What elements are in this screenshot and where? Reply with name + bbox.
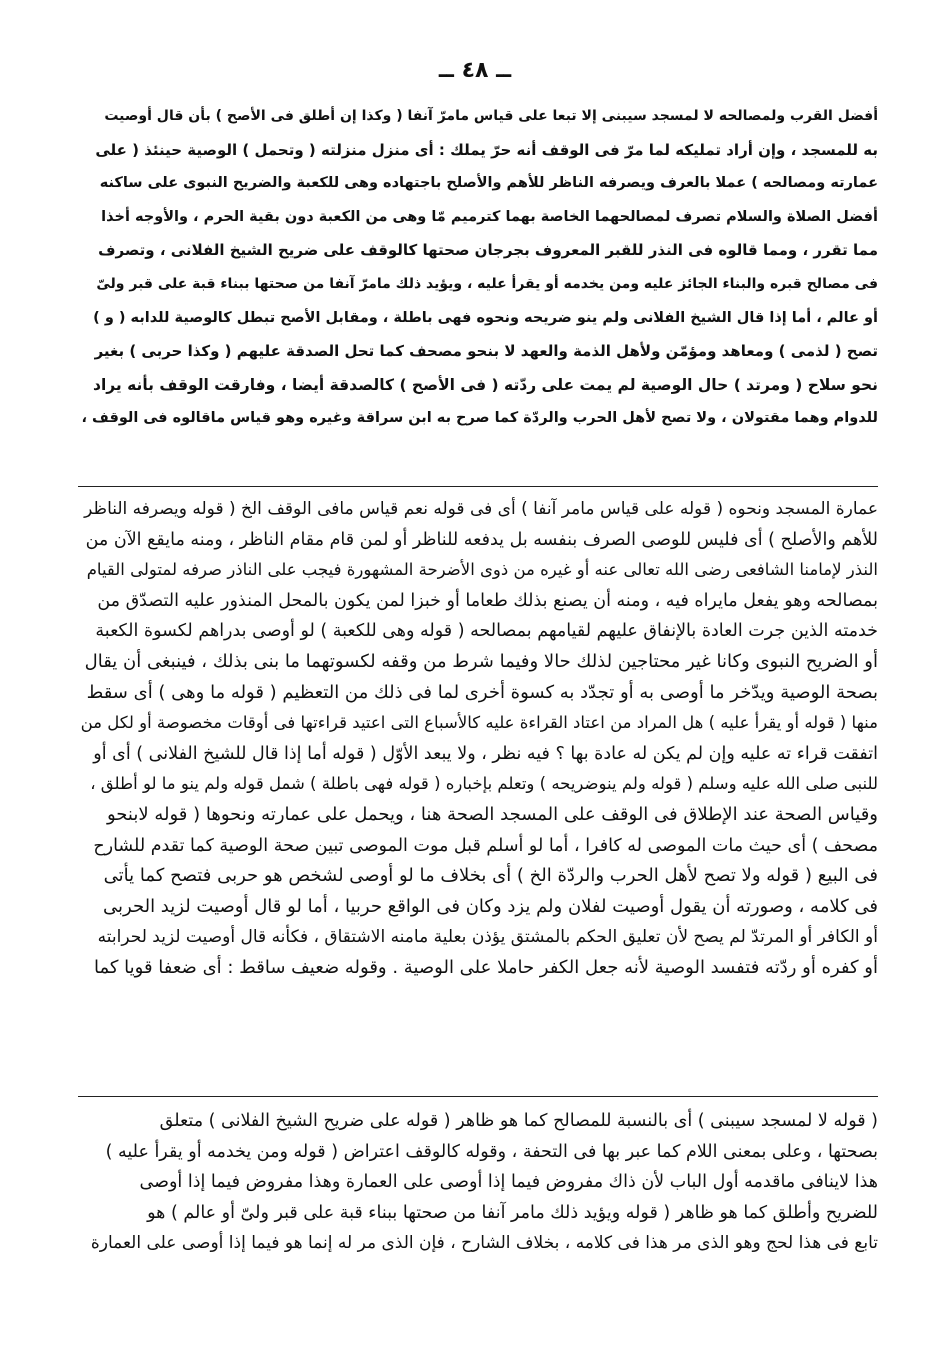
commentary-line: وقياس الصحة عند الإطلاق فى الوقف على المسجد الصحة هنا ، ويحمل على عمارته ونحوها ( قوله لابنحو	[107, 803, 878, 825]
gloss-line: بصحتها ، وعلى بمعنى اللام كما عبر بها فى التحفة ، وقوله كالوقف اعتراض ( قوله ومن يخدمه أو يقرأ عليه )	[105, 1141, 878, 1162]
gloss-line: هذا لاينافى ماقدمه أول الباب لأن ذاك مفروض فيما إذا أوصى على العمارة وهذا مفروض فيما إذا أوصى	[139, 1172, 878, 1192]
main-text-line: عمارته ومصالحه ) عملا بالعرف ويصرفه الناظر للأهم والأصلح باجتهاده وهى للكعبة والضريح النبوى على ساكنه	[99, 175, 878, 192]
page-number: ــ ٤٨ ــ	[438, 58, 512, 83]
main-text-line: أفضل الصلاة والسلام تصرف لمصالحهما الخاصة بهما كترميم مّا وهى من الكعبة دون بقية الحرم ، والأوجه أخذا	[101, 208, 878, 225]
commentary-line: خدمته الذين جرت العادة بالإنفاق عليهم لقيامهم بمصالحه ( قوله وهى للكعبة ) لو أوصى بدراهم لكسوة الكعبة	[95, 621, 878, 642]
main-text-line: أفضل القرب ولمصالحه لا لمسجد سيبنى إلا تبعا على قياس مامرّ آنفا ( وكذا إن أطلق فى الأصح ) بأن قال أوصيت	[104, 108, 878, 124]
main-text-line: به للمسجد ، وإن أراد تمليكه لما مرّ فى الوقف أنه حرّ يملك : أى منزل منزلته ( وتحمل ) الوصية حينئذ ( على	[95, 140, 878, 159]
commentary-line: للنبى صلى الله عليه وسلم ( قوله ولم ينوضريحه ) وتعلم بإخباره ( قوله فهى باطلة ) شمل قوله ولم ينو ما لو أطلق ،	[90, 774, 878, 794]
main-text	[78, 100, 878, 436]
commentary-line: منها ( قوله أو يقرأ عليه ) هل المراد من اعتاد القراءة عليه كالأسباع التى اعتيد قراءتها فى أوقات مخصوصة أو لكل من	[80, 713, 878, 733]
main-text-line: أو عالم ، أما إذا قال الشيخ الفلانى ولم ينو ضريحه ونحوه فهى باطلة ، ومقابل الأصح تبطل كالوصية للدابه ( و )	[93, 309, 878, 326]
section-divider	[78, 486, 878, 487]
main-text-line: للدوام وهما مقتولان ، ولا تصح لأهل الحرب والردّة كما صرح به ابن سراقة وغيره وهو قياس ماقالوه فى الوقف ،	[81, 410, 878, 427]
commentary-line: بمصالحه وهو يفعل مايراه فيه ، ومنه أن يصنع بذلك طعاما أو خبزا لمن يكون بالمحل المنذور عليه التصدّق من	[97, 590, 878, 611]
commentary-line: فى كلامه ، وصورته أن يقول أوصيت لفلان ولم يزد وكان فى الواقع حربيا ، أما لو قال أوصيت لزيد الحربى	[103, 895, 878, 917]
gloss-line: للضريح وأطلق كما هو ظاهر ( قوله ويؤيد ذلك مامر آنفا من صحتها ببناء قبة على قبر ولىّ أو عالم ) هو	[147, 1202, 878, 1223]
commentary-text	[78, 494, 878, 984]
commentary-line: أو الضريح النبوى وكانا غير محتاجين لذلك حالا وفيما شرط من وقفه لكسوتهما ما بنى بذلك ، فينبغى أن يقال	[84, 650, 878, 672]
gloss-text	[78, 1106, 878, 1259]
commentary-line: أو كفره أو ردّته فتفسد الوصية لأنه جعل الكفر حاملا على الوصية . وقوله ضعيف ساقط : أى ضعفا قويا كما	[93, 956, 878, 978]
main-text-line: فى مصالح قبره والبناء الجائز عليه ومن يخدمه أو يقرأ عليه ، ويؤيد ذلك مامرّ آنفا من صحتها ببناء قبة على قبر ولىّ	[96, 275, 878, 292]
commentary-line: فى البيع ( قوله ولا تصح لأهل الحرب والردّة الخ ) أى بخلاف ما لو أوصى لشخص هو حربى فتصح كما يأتى	[103, 865, 878, 887]
gloss-line: تابع فى هذا لحج وهو الذى مر هذا فى كلامه ، بخلاف الشارح ، فإن الذى مر له إنما هو فيما إذا أوصى على العمارة	[90, 1233, 878, 1253]
commentary-line: اتفقت قراء ته عليه وإن لم يكن له عادة بها ؟ فيه نظر ، ولا يبعد الأوّل ( قوله أما إذا قال للشيخ الفلانى ) أى أو	[93, 743, 878, 764]
commentary-line: بصحة الوصية ويدّخر ما أوصى به أو تجدّد به كسوة أخرى لما فى ذلك من التعظيم ( قوله ما وهى ) أى سقط	[86, 681, 878, 703]
section-divider	[78, 1096, 878, 1097]
commentary-line: أو الكافر أو المرتدّ لم يصح لأن تعليق الحكم بالمشتق يؤذن بعلية مامنه الاشتقاق ، فكأنه قال أوصيت لزيد لحرابته	[97, 927, 878, 948]
commentary-line: عمارة المسجد ونحوه ( قوله على قياس مامر آنفا ) أى فى قوله نعم قياس مافى الوقف الخ ( قوله ويصرفه الناظر	[84, 499, 878, 519]
commentary-line: النذر لإمامنا الشافعى رضى الله تعالى عنه أو غيره من ذوى الأضرحة المشهورة فيجب على الناذر صرفه لمتولى القيام	[86, 560, 878, 580]
main-text-line: مما تقرر ، ومما قالوه فى النذر للقبر المعروف بجرجان صحتها كالوقف على ضريح الشيخ الفلانى ، وتصرف	[98, 241, 878, 260]
main-text-line: تصح ( لذمى ) ومعاهد ومؤمّن ولأهل الذمة والعهد لا بنحو مصحف كما تحل الصدقة عليهم ( وكذا حربى ) بغير	[94, 342, 878, 361]
main-text-line: نحو سلاح ( ومرتد ) حال الوصية لم يمت على ردّته ( فى الأصح ) كالصدقة أيضا ، وفارقت الوقف بأنه يراد	[93, 375, 878, 394]
commentary-line: للأهم والأصلح ) أى فليس للوصى الصرف بنفسه بل يدفعه للناظر أو لمن قام مقام الناظر ، ومنه مايقع الآن من	[85, 529, 878, 550]
commentary-line: مصحف ) أى حيث مات الموصى له كافرا ، أما لو أسلم قبل موت الموصى تبين صحة الوصية كما تقدم للشارح	[93, 835, 878, 856]
gloss-line: ( قوله لا لمسجد سيبنى ) أى بالنسبة للمصالح كما هو ظاهر ( قوله على ضريح الشيخ الفلانى ) متعلق	[159, 1111, 878, 1131]
